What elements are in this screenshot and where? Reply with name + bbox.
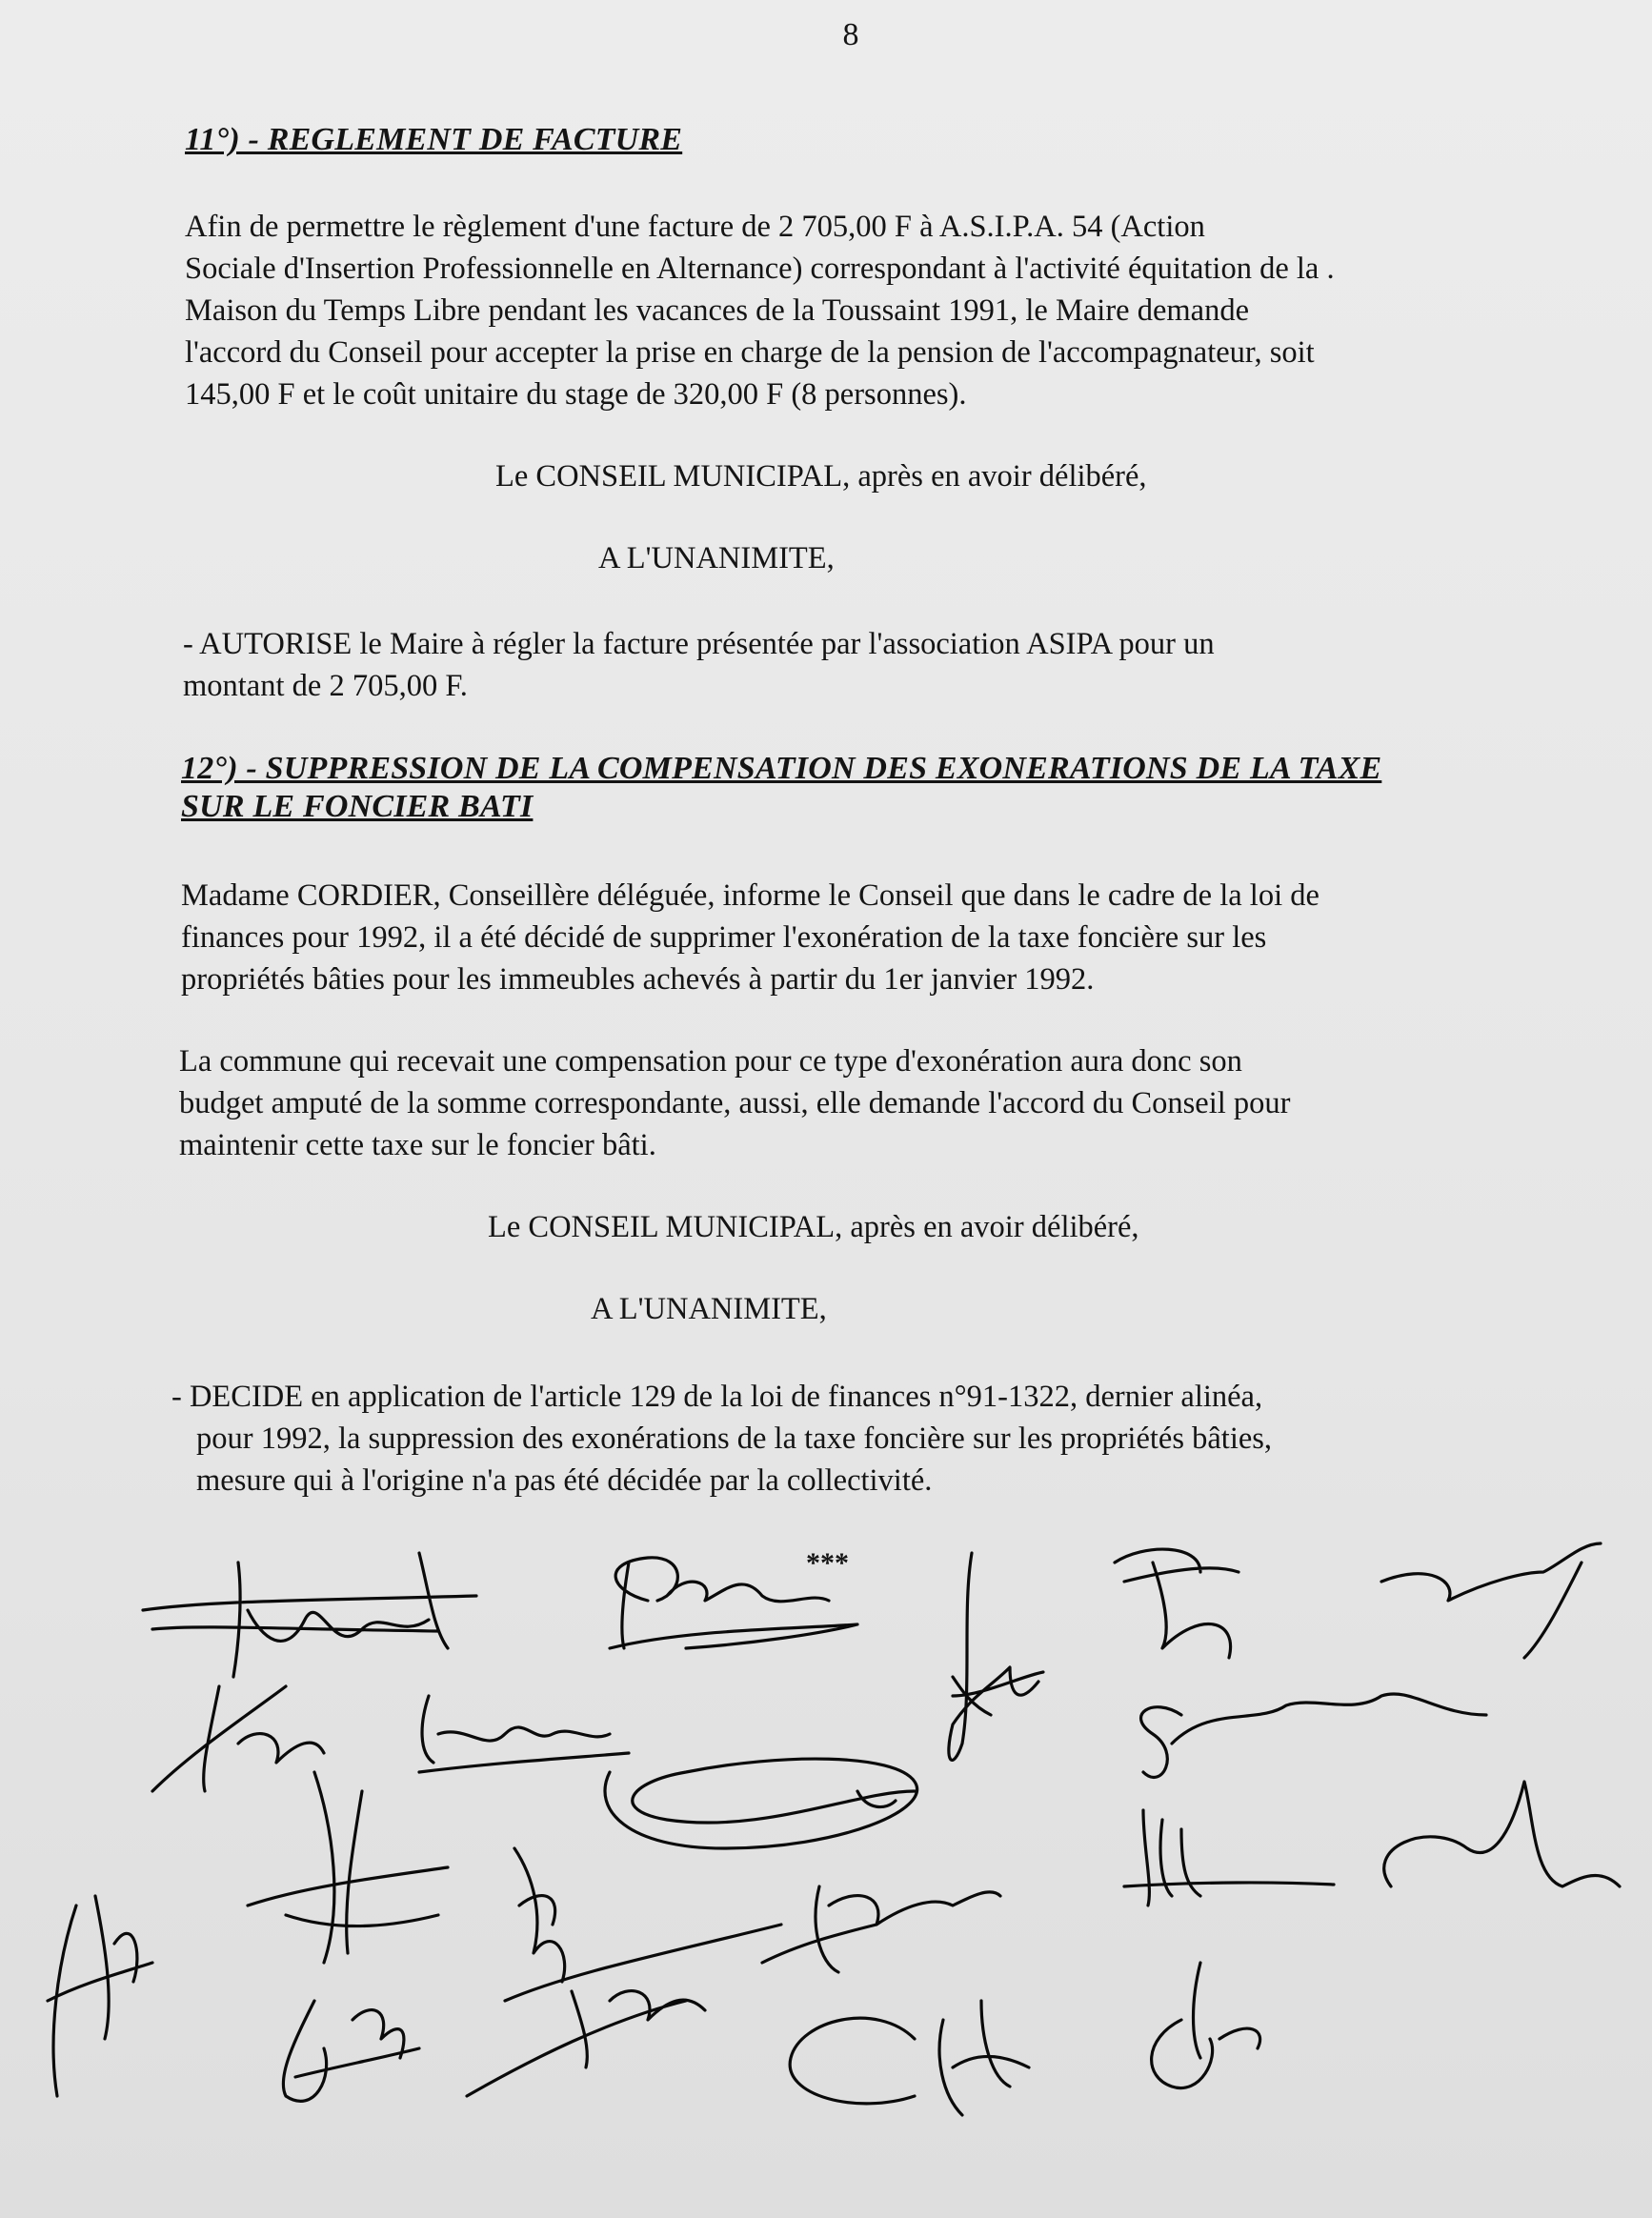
text-line: Maison du Temps Libre pendant les vacances de la Toussaint 1991, le Maire demande <box>185 293 1249 328</box>
text-line: l'accord du Conseil pour accepter la prise en charge de la pension de l'accompagnateur, soit <box>185 335 1315 370</box>
signatures-area <box>0 1505 1652 2218</box>
signature-4 <box>1115 1543 1601 1777</box>
signature-5 <box>152 1686 324 1791</box>
text-line: pour 1992, la suppression des exonérations de la taxe foncière sur les propriétés bâties, <box>196 1422 1273 1456</box>
section-12-heading-line-2: SUR LE FONCIER BATI <box>181 789 534 824</box>
signature-3 <box>949 1553 1043 1760</box>
signature-9 <box>505 1848 781 2001</box>
page-number: 8 <box>842 17 859 52</box>
section-12-council-line: Le CONSEIL MUNICIPAL, après en avoir délibéré, <box>488 1210 1139 1244</box>
signature-1 <box>143 1553 476 1677</box>
signature-11 <box>1124 1782 1620 1905</box>
section-12-heading-line-1: 12°) - SUPPRESSION DE LA COMPENSATION DES EXONERATIONS DE LA TAXE <box>181 751 1382 786</box>
text-line: montant de 2 705,00 F. <box>183 669 468 703</box>
signature-2 <box>610 1558 857 1648</box>
section-11-vote-line: A L'UNANIMITE, <box>598 541 835 575</box>
section-12-paragraph-1 <box>181 875 1320 1000</box>
text-line: 145,00 F et le coût unitaire du stage de 320,00 F (8 personnes). <box>185 377 967 412</box>
text-line: propriétés bâties pour les immeubles achevés à partir du 1er janvier 1992. <box>181 962 1095 997</box>
signature-13 <box>283 2001 419 2101</box>
text-line: maintenir cette taxe sur le foncier bâti. <box>179 1128 656 1162</box>
signature-14 <box>467 1991 705 2096</box>
text-line: mesure qui à l'origine n'a pas été décidée par la collectivité. <box>196 1463 933 1498</box>
section-11-decision <box>183 623 1215 707</box>
section-12-vote-line: A L'UNANIMITE, <box>591 1292 827 1326</box>
text-line: finances pour 1992, il a été décidé de supprimer l'exonération de la taxe foncière sur les <box>181 920 1267 955</box>
text-line: Madame CORDIER, Conseillère déléguée, informe le Conseil que dans le cadre de la loi de <box>181 878 1320 913</box>
section-11-paragraph <box>185 206 1335 415</box>
signature-10 <box>762 1886 1000 1972</box>
signatures-drawing <box>0 1505 1652 2218</box>
signature-7 <box>605 1759 917 1848</box>
section-11-council-line: Le CONSEIL MUNICIPAL, après en avoir délibéré, <box>495 459 1147 494</box>
text-line: Afin de permettre le règlement d'une facture de 2 705,00 F à A.S.I.P.A. 54 (Action <box>185 210 1205 244</box>
text-line: budget amputé de la somme correspondante, aussi, elle demande l'accord du Conseil pour <box>179 1086 1291 1120</box>
section-11-heading: 11°) - REGLEMENT DE FACTURE <box>185 122 683 157</box>
separator-stars: *** <box>806 1547 849 1579</box>
section-12-paragraph-2 <box>179 1040 1290 1166</box>
text-line: La commune qui recevait une compensation pour ce type d'exonération aura donc son <box>179 1044 1242 1079</box>
text-line: Sociale d'Insertion Professionnelle en Alternance) correspondant à l'activité équitation de la . <box>185 252 1335 286</box>
signature-6 <box>419 1696 629 1772</box>
section-12-decision <box>171 1376 1272 1502</box>
text-line: - AUTORISE le Maire à régler la facture présentée par l'association ASIPA pour un <box>183 627 1215 661</box>
signature-15 <box>790 2001 1029 2115</box>
signature-16 <box>1152 1963 1260 2088</box>
signature-12 <box>48 1896 152 2096</box>
text-line: - DECIDE en application de l'article 129 de la loi de finances n°91-1322, dernier alinéa, <box>171 1380 1263 1414</box>
signature-8 <box>248 1772 448 1963</box>
